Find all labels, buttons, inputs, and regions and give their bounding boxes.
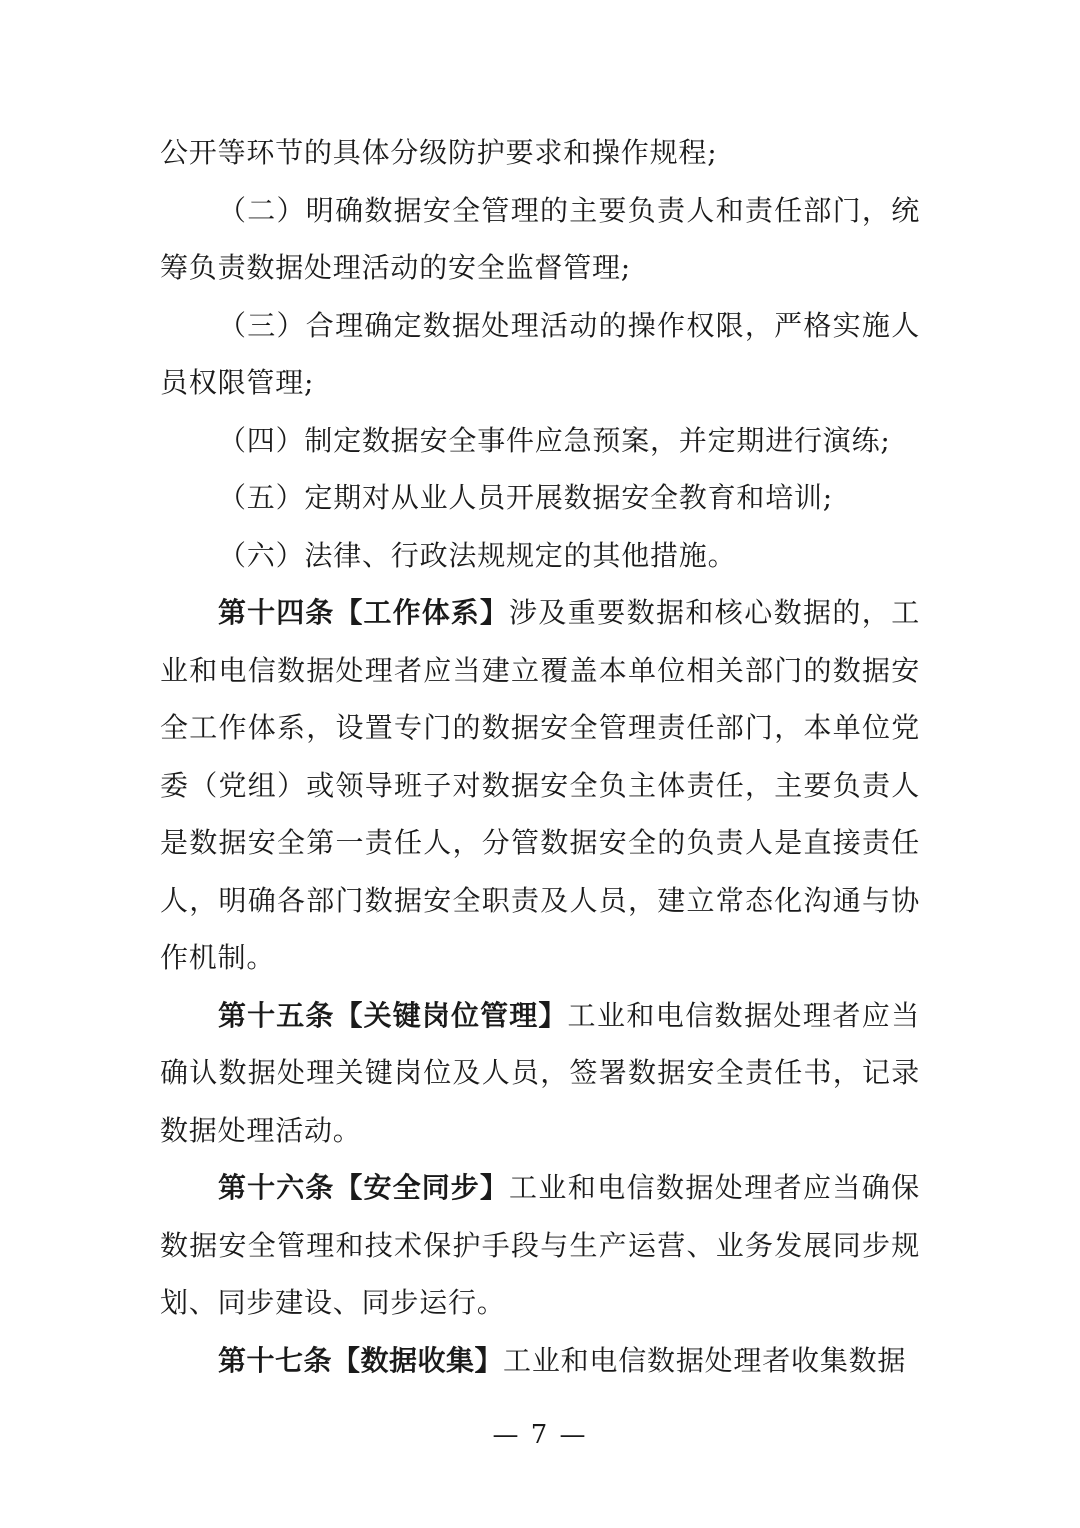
list-item	[160, 469, 920, 527]
article-14	[160, 584, 920, 987]
article-title: 第十六条【安全同步】	[218, 1171, 509, 1204]
article-17	[160, 1332, 920, 1390]
list-item	[160, 527, 920, 585]
list-item	[160, 182, 920, 297]
list-item-text: （五）定期对从业人员开展数据安全教育和培训;	[218, 481, 834, 514]
page-number: — 7 —	[492, 1420, 588, 1450]
paragraph-text: 公开等环节的具体分级防护要求和操作规程;	[160, 136, 718, 169]
body-text	[160, 124, 920, 1389]
article-title: 第十四条【工作体系】	[218, 596, 509, 629]
paragraph	[160, 124, 920, 182]
article-text: 工业和电信数据处理者收集数据	[503, 1343, 907, 1377]
article-16	[160, 1159, 920, 1332]
list-item-text: （四）制定数据安全事件应急预案，并定期进行演练;	[218, 423, 891, 457]
article-title: 第十五条【关键岗位管理】	[218, 998, 568, 1032]
article-title: 第十七条【数据收集】	[218, 1343, 504, 1377]
article-text: 工业和电信数据处理者应当确认数据处理关键岗位及人员，签署数据安全责任书，记录数据处理活动。	[160, 998, 920, 1147]
article-text: 工业和电信数据处理者应当确保数据安全管理和技术保护手段与生产运营、业务发展同步规划、同步建设、同步运行。	[160, 1171, 920, 1319]
article-15	[160, 987, 920, 1160]
list-item-text: （三）合理确定数据处理活动的操作权限，严格实施人员权限管理;	[160, 308, 920, 399]
list-item-text: （六）法律、行政法规规定的其他措施。	[218, 538, 737, 572]
article-text: 涉及重要数据和核心数据的，工业和电信数据处理者应当建立覆盖本单位相关部门的数据安全工作体系，设置专门的数据安全管理责任部门，本单位党委（党组）或领导班子对数据安全负主体责任，主要负责人是数据安全第一责任人，分管数据安全的负责人是直接责任人，明确各部门数据安全职责及人员，建立常态化沟通与协作机制。	[160, 596, 920, 974]
list-item	[160, 297, 920, 412]
list-item	[160, 412, 920, 470]
list-item-text: （二）明确数据安全管理的主要负责人和责任部门，统筹负责数据处理活动的安全监督管理;	[160, 193, 920, 284]
